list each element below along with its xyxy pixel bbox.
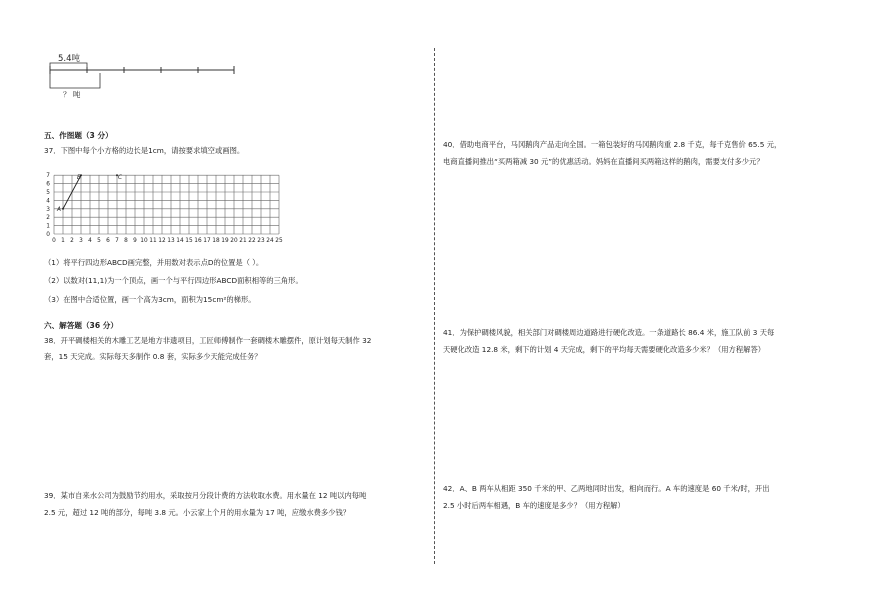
x-tick-label: 25	[275, 238, 283, 244]
segment-top-label: 5.4吨	[58, 54, 81, 64]
q37-3: （3）在图中合适位置，画一个高为3cm，面积为15cm²的梯形。	[44, 295, 256, 304]
x-tick-label: 8	[124, 238, 128, 244]
x-tick-label: 21	[239, 238, 247, 244]
q38-line2: 套，15 天完成。实际每天多制作 0.8 套，实际多少天能完成任务？	[44, 352, 262, 361]
y-tick-label: 5	[46, 190, 50, 196]
y-tick-label: 0	[46, 232, 50, 238]
point-a-dot	[62, 208, 64, 210]
coordinate-grid	[40, 164, 290, 248]
x-tick-label: 14	[176, 238, 184, 244]
x-tick-label: 0	[52, 238, 56, 244]
q41-line2: 天硬化改造 12.8 米，剩下的计划 4 天完成，剩下的平均每天需要硬化改造多少米？（用方程解答）	[443, 345, 766, 354]
q37-1: （1）将平行四边形ABCD画完整，并用数对表示点D的位置是（ ）。	[44, 258, 264, 267]
q42-line1: 42．A、B 两车从相距 350 千米的甲、乙两地同时出发，相向而行。A 车的速度是 60 千米/时，开出	[443, 484, 770, 493]
y-tick-label: 4	[46, 198, 50, 205]
x-tick-label: 22	[248, 238, 256, 244]
x-tick-label: 2	[70, 238, 74, 244]
x-tick-label: 15	[185, 238, 193, 244]
segment-bottom-label: ？ 吨	[63, 90, 81, 99]
x-tick-label: 9	[133, 238, 137, 244]
x-tick-label: 11	[149, 238, 157, 244]
point-c-label: C	[118, 175, 123, 182]
x-tick-label: 20	[230, 238, 238, 244]
section5-heading: 五、作图题（3 分）	[44, 131, 113, 140]
x-tick-label: 16	[194, 238, 202, 244]
x-tick-label: 3	[79, 238, 83, 244]
q38-line1: 38．开平碉楼相关的木雕工艺是地方非遗项目，工匠师傅制作一套碉楼木雕摆件，原计划每天制作 32	[44, 336, 372, 345]
x-tick-label: 10	[140, 238, 148, 244]
x-tick-label: 19	[221, 238, 229, 244]
point-a-label: A	[57, 206, 61, 213]
y-tick-label: 3	[46, 206, 50, 213]
q37-text: 37．下图中每个小方格的边长是1cm，请按要求填空或画图。	[44, 146, 245, 155]
x-tick-label: 17	[203, 238, 211, 244]
q40-line2: 电商直播间推出“买两箱减 30 元”的优惠活动。妈妈在直播间买两箱这样的鹅肉，需要支付多少元？	[443, 157, 764, 166]
point-b-label: B	[77, 175, 81, 182]
y-tick-label: 1	[46, 223, 50, 230]
y-tick-label: 7	[46, 173, 50, 180]
y-tick-label: 2	[46, 215, 50, 222]
q39-line2: 2.5 元，超过 12 吨的部分，每吨 3.8 元。小云家上个月的用水量为 17 吨，应缴水费多少钱？	[44, 508, 351, 517]
column-divider	[434, 48, 435, 564]
x-tick-label: 7	[115, 238, 119, 244]
x-tick-label: 6	[106, 238, 110, 244]
q39-line1: 39．某市自来水公司为鼓励节约用水，采取按月分段计费的方法收取水费。用水量在 12 吨以内每吨	[44, 491, 367, 500]
q42-line2: 2.5 小时后两车相遇，B 车的速度是多少？（用方程解）	[443, 501, 625, 510]
q41-line1: 41．为保护碉楼风貌，相关部门对碉楼周边道路进行硬化改造。一条道路长 86.4 米，施工队前 3 天每	[443, 328, 775, 337]
q37-2: （2）以数对(11,1)为一个顶点，画一个与平行四边形ABCD面积相等的三角形。	[44, 276, 303, 285]
x-tick-label: 23	[257, 238, 265, 244]
section6-heading: 六、解答题（36 分）	[44, 321, 118, 330]
x-tick-label: 1	[61, 238, 65, 244]
y-tick-label: 6	[46, 181, 50, 188]
x-tick-label: 5	[97, 238, 101, 244]
x-tick-label: 12	[158, 238, 166, 244]
x-tick-label: 18	[212, 238, 220, 244]
x-tick-label: 24	[266, 238, 274, 244]
x-tick-label: 4	[88, 238, 92, 244]
q40-line1: 40．借助电商平台，马冈鹅肉产品走向全国。一箱包装好的马冈鹅肉重 2.8 千克，每千克售价 65.5 元，	[443, 140, 782, 149]
x-tick-label: 13	[167, 238, 175, 244]
